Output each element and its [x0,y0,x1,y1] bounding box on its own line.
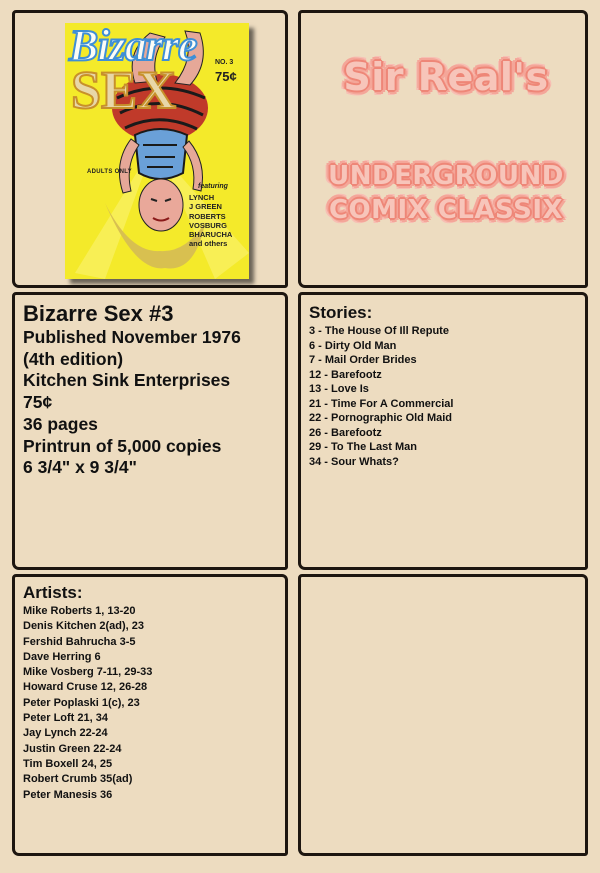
cover-price: 75¢ [215,69,237,84]
cover-featuring-list [189,193,232,249]
logo-panel [298,10,588,288]
empty-panel [298,574,588,856]
price: 75¢ [23,392,53,413]
story-item: 34 - Sour Whats? [309,455,399,468]
cover-title: Bizarre [69,23,197,70]
artist-item: Peter Manesis 36 [23,788,113,801]
dimensions: 6 3/4" x 9 3/4" [23,457,137,478]
artist-item: Justin Green 22-24 [23,742,122,755]
artist-item: Denis Kitchen 2(ad), 23 [23,620,145,633]
stories-section [309,303,453,469]
issue-title: Bizarre Sex #3 [23,301,174,326]
artist-item: Tim Boxell 24, 25 [23,757,113,770]
cover-adults-only: ADULTS ONLY [87,169,132,175]
artist-item: Howard Cruse 12, 26-28 [23,681,148,694]
cover-issue-number: NO. 3 [215,59,234,66]
artists-heading: Artists: [23,583,83,602]
cover-name: BHARUCHA [189,230,233,240]
artist-item: Mike Roberts 1, 13-20 [23,605,136,617]
stories-list [309,324,453,469]
cover-name: and others [189,239,228,249]
artist-item: Fershid Bahrucha 3-5 [23,635,136,648]
cover-name: LYNCH [189,193,215,202]
cover-featuring: featuring [198,183,228,190]
story-item: 3 - The House Of Ill Repute [309,325,449,337]
cover-panel [12,10,288,288]
cover-image [65,23,249,279]
story-item: 21 - Time For A Commercial [309,397,454,410]
artists-list [23,604,152,803]
cover-name: ROBERTS [189,211,226,221]
edition: (4th edition) [23,348,124,369]
artists-section [23,583,152,803]
story-item: 26 - Barefootz [309,426,382,439]
artist-item: Robert Crumb 35(ad) [23,773,133,786]
story-item: 6 - Dirty Old Man [309,339,397,352]
stories-panel [298,292,588,570]
page-count: 36 pages [23,413,98,434]
artist-item: Peter Poplaski 1(c), 23 [23,696,140,709]
story-item: 7 - Mail Order Brides [309,354,417,366]
cover-subtitle: SEX [71,60,177,120]
artist-item: Mike Vosberg 7-11, 29-33 [23,666,153,679]
artist-item: Peter Loft 21, 34 [23,712,108,725]
logo-series-line2: COMIX CLASSIX [328,195,564,225]
story-item: 13 - Love Is [309,383,369,395]
artist-item: Dave Herring 6 [23,650,101,663]
stories-heading: Stories: [309,303,373,322]
story-item: 22 - Pornographic Old Maid [309,412,453,424]
publisher: Kitchen Sink Enterprises [23,370,231,391]
logo-title: Sir Real's [343,55,549,99]
story-item: 29 - To The Last Man [309,441,417,453]
artists-panel [12,574,288,856]
info-panel [12,292,288,570]
printrun: Printrun of 5,000 copies [23,435,222,456]
cover-name: VOSBURG [189,220,227,230]
artist-item: Jay Lynch 22-24 [23,727,108,740]
issue-info [23,301,241,479]
cover-name: J GREEN [189,202,222,212]
logo-series-line1: UNDERGROUND [328,161,564,191]
published-date: Published November 1976 [23,327,241,347]
story-item: 12 - Barefootz [309,368,382,381]
